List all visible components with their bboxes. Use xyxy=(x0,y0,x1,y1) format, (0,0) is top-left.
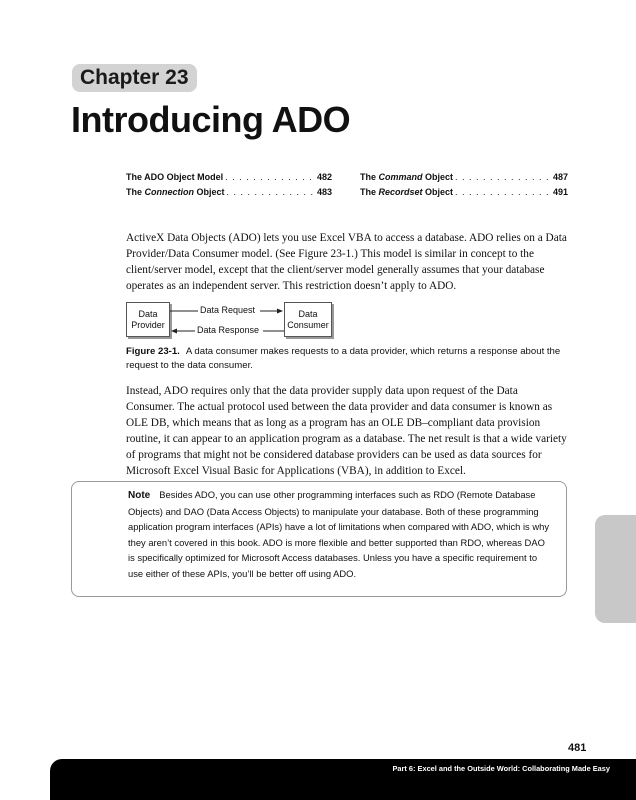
toc-column-right xyxy=(360,170,568,200)
consumer-line-2: Consumer xyxy=(287,319,329,330)
toc-entry-title: The xyxy=(360,172,379,182)
toc-entry[interactable]: The Connection Object . . . 483 xyxy=(126,185,332,200)
toc-entry-title: The xyxy=(126,187,145,197)
toc-entry[interactable]: The Command Object . . . 487 xyxy=(360,170,568,185)
toc-entry[interactable]: The Recordset Object . . . 491 xyxy=(360,185,568,200)
data-response-label: Data Response xyxy=(197,325,260,335)
toc-entry-title: The xyxy=(360,187,379,197)
toc-page-number: 487 xyxy=(552,172,568,182)
data-request-label: Data Request xyxy=(200,305,256,315)
page-number: 481 xyxy=(568,742,587,754)
request-arrowhead xyxy=(277,309,283,314)
toc-entry[interactable] xyxy=(126,170,332,185)
toc-leader xyxy=(227,185,315,200)
note-box xyxy=(71,481,567,597)
toc-page-number: 483 xyxy=(316,187,332,197)
figure-diagram xyxy=(126,300,346,340)
toc-leader xyxy=(225,170,315,185)
thumb-tab xyxy=(595,515,636,623)
running-head: Part 6: Excel and the Outside World: Collaborating Made Easy xyxy=(392,764,610,773)
toc-page-number: 491 xyxy=(552,187,568,197)
figure-caption-number: Figure 23-1. xyxy=(126,346,180,357)
consumer-line-1: Data xyxy=(298,308,318,319)
figure-caption-text: A data consumer makes requests to a data provider, which returns a response about the request to the data consumer. xyxy=(126,346,561,371)
toc-leader xyxy=(455,170,551,185)
note-text: Besides ADO, you can use other programming interfaces such as RDO (Remote Database Objects) and DAO (Data Access Objects) to manipulate your database. Both of these programming application program interfaces (APIs) have a lot of limitations when compared with ADO, which is why they aren’t covered in this book. ADO is more flexible and better supported than RDO, whereas DAO is specifically optimized for Microsoft Access databases. Unless you have a specific requirement to use either of these APIs, you’ll be better off using ADO. xyxy=(128,489,550,579)
body-paragraph-intro: ActiveX Data Objects (ADO) lets you use Excel VBA to access a database. ADO relies on a Data Provider/Data Consumer model. (See Figure 23-1.) This model is similar in concept to the client/server model, except that the client/server model generally assumes that your database operates as an independent server. This restriction doesn’t apply to ADO. xyxy=(126,232,567,292)
provider-line-2: Provider xyxy=(131,319,165,330)
toc-entry-title: The ADO Object Model xyxy=(126,172,224,182)
toc-column-left xyxy=(126,170,332,200)
body-paragraph-second: Instead, ADO requires only that the data provider supply data upon request of the Data Consumer. The actual protocol used between the data provider and data consumer is known as OLE DB, which means that as long as a program has an OLE DB–compliant data provision routine, it can appear to an application program as a database. The net result is that a wide variety of programs that might not be considered database providers can be used as data sources for Microsoft Excel Visual Basic for Applications (VBA), in addition to Excel. xyxy=(126,385,567,477)
chapter-label: Chapter 23 xyxy=(72,64,197,92)
note-heading: Note xyxy=(128,490,151,501)
provider-line-1: Data xyxy=(138,308,158,319)
toc-page-number: 482 xyxy=(316,172,332,182)
toc-leader xyxy=(455,185,551,200)
figure-caption xyxy=(126,345,568,373)
footer-bar xyxy=(50,759,636,800)
response-arrowhead xyxy=(171,329,177,334)
chapter-title: Introducing ADO xyxy=(71,99,351,140)
